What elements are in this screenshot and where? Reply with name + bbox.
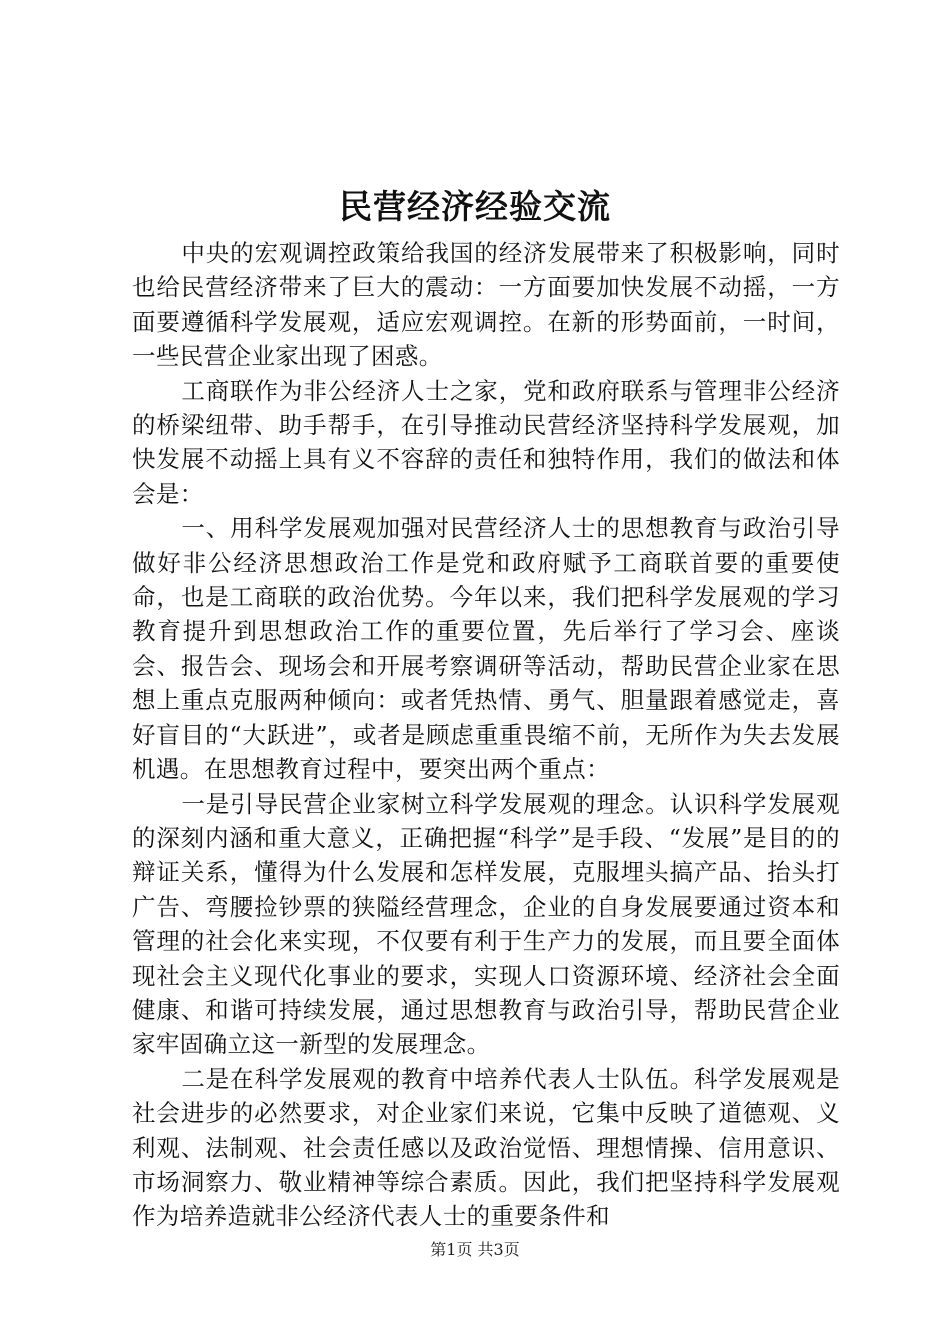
paragraph-3: 一、用科学发展观加强对民营经济人士的思想教育与政治引导做好非公经济思想政治工作是党和政府赋予工商联首要的重要使命，也是工商联的政治优势。今年以来，我们把科学发展观的学习教育提升到思想政治工作的重要位置，先后举行了学习会、座谈会、报告会、现场会和开展考察调研等活动，帮助民营企业家在思想上重点克服两种倾向：或者凭热情、勇气、胆量跟着感觉走，喜好盲目的“大跃进”，或者是顾虑重重畏缩不前，无所作为失去发展机遇。在思想教育过程中，要突出两个重点： [132, 514, 840, 784]
paragraph-5: 二是在科学发展观的教育中培养代表人士队伍。科学发展观是社会进步的必然要求，对企业家们来说，它集中反映了道德观、义利观、法制观、社会责任感以及政治觉悟、理想情操、信用意识、市场洞察力、敬业精神等综合素质。因此，我们把坚持科学发展观作为培养造就非公经济代表人士的重要条件和 [132, 1064, 840, 1231]
paragraph-1: 中央的宏观调控政策给我国的经济发展带来了积极影响，同时也给民营经济带来了巨大的震动：一方面要加快发展不动摇，一方面要遵循科学发展观，适应宏观调控。在新的形势面前，一时间，一些民营企业家出现了困惑。 [132, 239, 840, 371]
document-title: 民营经济经验交流 [339, 187, 611, 226]
page-number-footer: 第1页 共3页 [430, 1240, 520, 1259]
paragraph-2: 工商联作为非公经济人士之家，党和政府联系与管理非公经济的桥梁纽带、助手帮手，在引导推动民营经济坚持科学发展观，加快发展不动摇上具有义不容辞的责任和独特作用，我们的做法和体会是： [132, 376, 840, 508]
paragraph-4: 一是引导民营企业家树立科学发展观的理念。认识科学发展观的深刻内涵和重大意义，正确把握“科学”是手段、“发展”是目的的辩证关系，懂得为什么发展和怎样发展，克服埋头搞产品、抬头打广告、弯腰捡钞票的狭隘经营理念，企业的自身发展要通过资本和管理的社会化来实现，不仅要有利于生产力的发展，而且要全面体现社会主义现代化事业的要求，实现人口资源环境、经济社会全面健康、和谐可持续发展，通过思想教育与政治引导，帮助民营企业家牢固确立这一新型的发展理念。 [132, 789, 840, 1059]
document-body [132, 236, 840, 1234]
